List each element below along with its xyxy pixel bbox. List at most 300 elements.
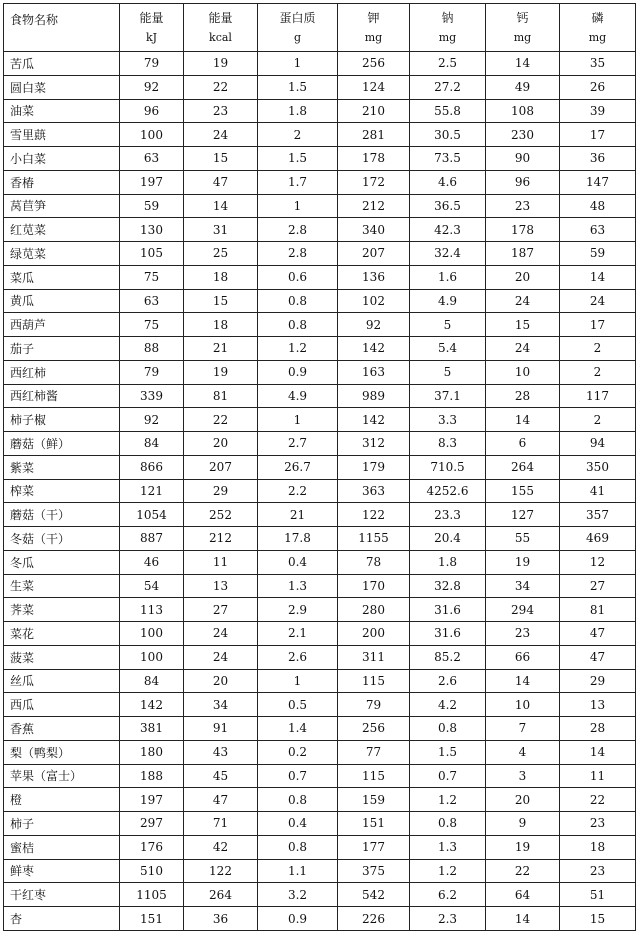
header-cell-phosphorus: 磷 mg — [560, 4, 636, 52]
cell-energy-kcal: 29 — [184, 479, 258, 503]
cell-food-name: 西葫芦 — [4, 313, 120, 337]
cell-food-name: 橙 — [4, 788, 120, 812]
cell-sodium: 1.6 — [410, 265, 486, 289]
cell-food-name: 菠菜 — [4, 645, 120, 669]
cell-calcium: 19 — [486, 550, 560, 574]
cell-sodium: 1.3 — [410, 835, 486, 859]
cell-potassium: 159 — [338, 788, 410, 812]
table-row — [4, 693, 636, 717]
cell-sodium: 36.5 — [410, 194, 486, 218]
cell-phosphorus: 39 — [560, 99, 636, 123]
cell-energy-kcal: 27 — [184, 598, 258, 622]
cell-calcium: 28 — [486, 384, 560, 408]
cell-protein: 0.8 — [258, 788, 338, 812]
cell-energy-kcal: 11 — [184, 550, 258, 574]
cell-energy-kcal: 20 — [184, 669, 258, 693]
cell-calcium: 24 — [486, 289, 560, 313]
cell-calcium: 127 — [486, 503, 560, 527]
cell-phosphorus: 94 — [560, 432, 636, 456]
cell-calcium: 6 — [486, 432, 560, 456]
cell-sodium: 27.2 — [410, 75, 486, 99]
table-row — [4, 717, 636, 741]
cell-potassium: 375 — [338, 859, 410, 883]
cell-energy-kcal: 21 — [184, 337, 258, 361]
cell-sodium: 31.6 — [410, 622, 486, 646]
cell-sodium: 31.6 — [410, 598, 486, 622]
cell-phosphorus: 23 — [560, 859, 636, 883]
table-row — [4, 835, 636, 859]
cell-potassium: 77 — [338, 740, 410, 764]
table-row — [4, 812, 636, 836]
cell-sodium: 0.7 — [410, 764, 486, 788]
table-row — [4, 337, 636, 361]
cell-phosphorus: 147 — [560, 170, 636, 194]
cell-potassium: 142 — [338, 408, 410, 432]
cell-energy-kcal: 19 — [184, 360, 258, 384]
cell-potassium: 256 — [338, 52, 410, 76]
header-cell-energy-kcal: 能量 kcal — [184, 4, 258, 52]
table-row — [4, 147, 636, 171]
cell-protein: 1.8 — [258, 99, 338, 123]
cell-phosphorus: 47 — [560, 622, 636, 646]
cell-phosphorus: 11 — [560, 764, 636, 788]
cell-calcium: 10 — [486, 693, 560, 717]
cell-phosphorus: 17 — [560, 313, 636, 337]
cell-food-name: 杏 — [4, 907, 120, 931]
cell-sodium: 1.5 — [410, 740, 486, 764]
table-row — [4, 740, 636, 764]
header-cell-food-name: 食物名称 — [4, 4, 120, 52]
cell-food-name: 红苋菜 — [4, 218, 120, 242]
table-row — [4, 503, 636, 527]
cell-calcium: 22 — [486, 859, 560, 883]
header-cell-protein: 蛋白质 g — [258, 4, 338, 52]
cell-protein: 1.3 — [258, 574, 338, 598]
header-row — [4, 4, 636, 52]
cell-calcium: 264 — [486, 455, 560, 479]
table-row — [4, 123, 636, 147]
cell-food-name: 香椿 — [4, 170, 120, 194]
cell-phosphorus: 28 — [560, 717, 636, 741]
table-row — [4, 859, 636, 883]
cell-energy-kj: 84 — [120, 669, 184, 693]
cell-energy-kj: 96 — [120, 99, 184, 123]
header-cell-potassium: 钾 mg — [338, 4, 410, 52]
cell-food-name: 柿子椒 — [4, 408, 120, 432]
cell-phosphorus: 357 — [560, 503, 636, 527]
cell-energy-kcal: 18 — [184, 265, 258, 289]
table-row — [4, 645, 636, 669]
cell-phosphorus: 29 — [560, 669, 636, 693]
table-row — [4, 194, 636, 218]
cell-food-name: 榨菜 — [4, 479, 120, 503]
cell-sodium: 6.2 — [410, 883, 486, 907]
table-row — [4, 432, 636, 456]
cell-protein: 17.8 — [258, 527, 338, 551]
cell-calcium: 10 — [486, 360, 560, 384]
cell-energy-kj: 84 — [120, 432, 184, 456]
cell-energy-kcal: 81 — [184, 384, 258, 408]
cell-potassium: 542 — [338, 883, 410, 907]
cell-phosphorus: 36 — [560, 147, 636, 171]
cell-sodium: 2.5 — [410, 52, 486, 76]
cell-sodium: 32.4 — [410, 242, 486, 266]
cell-phosphorus: 22 — [560, 788, 636, 812]
cell-potassium: 179 — [338, 455, 410, 479]
cell-protein: 2.1 — [258, 622, 338, 646]
cell-potassium: 281 — [338, 123, 410, 147]
cell-food-name: 丝瓜 — [4, 669, 120, 693]
cell-food-name: 西红柿酱 — [4, 384, 120, 408]
cell-potassium: 172 — [338, 170, 410, 194]
table-row — [4, 907, 636, 931]
cell-energy-kj: 197 — [120, 788, 184, 812]
table-row — [4, 455, 636, 479]
cell-sodium: 8.3 — [410, 432, 486, 456]
cell-sodium: 5 — [410, 313, 486, 337]
cell-food-name: 菜花 — [4, 622, 120, 646]
cell-energy-kj: 176 — [120, 835, 184, 859]
cell-phosphorus: 469 — [560, 527, 636, 551]
cell-food-name: 黄瓜 — [4, 289, 120, 313]
cell-potassium: 170 — [338, 574, 410, 598]
cell-calcium: 15 — [486, 313, 560, 337]
cell-protein: 2 — [258, 123, 338, 147]
cell-energy-kj: 46 — [120, 550, 184, 574]
cell-energy-kj: 180 — [120, 740, 184, 764]
cell-sodium: 55.8 — [410, 99, 486, 123]
cell-energy-kcal: 212 — [184, 527, 258, 551]
cell-sodium: 30.5 — [410, 123, 486, 147]
cell-sodium: 0.8 — [410, 717, 486, 741]
cell-food-name: 蜜桔 — [4, 835, 120, 859]
cell-energy-kj: 105 — [120, 242, 184, 266]
cell-protein: 2.7 — [258, 432, 338, 456]
cell-protein: 21 — [258, 503, 338, 527]
cell-sodium: 1.2 — [410, 859, 486, 883]
cell-sodium: 23.3 — [410, 503, 486, 527]
cell-protein: 0.9 — [258, 360, 338, 384]
cell-calcium: 64 — [486, 883, 560, 907]
cell-phosphorus: 2 — [560, 408, 636, 432]
cell-protein: 0.8 — [258, 835, 338, 859]
cell-potassium: 124 — [338, 75, 410, 99]
cell-food-name: 鲜枣 — [4, 859, 120, 883]
cell-energy-kcal: 42 — [184, 835, 258, 859]
cell-calcium: 49 — [486, 75, 560, 99]
cell-potassium: 78 — [338, 550, 410, 574]
cell-energy-kj: 75 — [120, 265, 184, 289]
cell-protein: 1.2 — [258, 337, 338, 361]
cell-energy-kj: 92 — [120, 408, 184, 432]
cell-food-name: 茄子 — [4, 337, 120, 361]
cell-phosphorus: 81 — [560, 598, 636, 622]
cell-energy-kcal: 19 — [184, 52, 258, 76]
cell-food-name: 冬瓜 — [4, 550, 120, 574]
cell-calcium: 34 — [486, 574, 560, 598]
cell-food-name: 蘑菇（干） — [4, 503, 120, 527]
cell-energy-kj: 297 — [120, 812, 184, 836]
cell-protein: 1 — [258, 194, 338, 218]
cell-sodium: 4.9 — [410, 289, 486, 313]
cell-calcium: 7 — [486, 717, 560, 741]
cell-energy-kcal: 207 — [184, 455, 258, 479]
cell-phosphorus: 14 — [560, 265, 636, 289]
table-row — [4, 550, 636, 574]
cell-calcium: 108 — [486, 99, 560, 123]
header-cell-energy-kj: 能量 kJ — [120, 4, 184, 52]
cell-protein: 2.8 — [258, 242, 338, 266]
cell-potassium: 363 — [338, 479, 410, 503]
cell-food-name: 冬菇（干） — [4, 527, 120, 551]
cell-energy-kj: 197 — [120, 170, 184, 194]
cell-calcium: 20 — [486, 265, 560, 289]
cell-phosphorus: 59 — [560, 242, 636, 266]
cell-calcium: 230 — [486, 123, 560, 147]
cell-energy-kj: 188 — [120, 764, 184, 788]
cell-food-name: 西瓜 — [4, 693, 120, 717]
cell-energy-kj: 1054 — [120, 503, 184, 527]
cell-protein: 3.2 — [258, 883, 338, 907]
cell-energy-kcal: 31 — [184, 218, 258, 242]
cell-protein: 1.7 — [258, 170, 338, 194]
cell-energy-kj: 75 — [120, 313, 184, 337]
cell-food-name: 苦瓜 — [4, 52, 120, 76]
cell-energy-kcal: 24 — [184, 123, 258, 147]
cell-energy-kj: 59 — [120, 194, 184, 218]
cell-potassium: 207 — [338, 242, 410, 266]
cell-phosphorus: 18 — [560, 835, 636, 859]
cell-energy-kj: 88 — [120, 337, 184, 361]
cell-food-name: 苹果（富士） — [4, 764, 120, 788]
cell-potassium: 311 — [338, 645, 410, 669]
cell-energy-kj: 121 — [120, 479, 184, 503]
cell-protein: 0.6 — [258, 265, 338, 289]
cell-energy-kcal: 14 — [184, 194, 258, 218]
cell-protein: 0.4 — [258, 550, 338, 574]
cell-protein: 1.4 — [258, 717, 338, 741]
cell-calcium: 187 — [486, 242, 560, 266]
table-row — [4, 669, 636, 693]
cell-protein: 1 — [258, 669, 338, 693]
cell-sodium: 20.4 — [410, 527, 486, 551]
cell-energy-kj: 113 — [120, 598, 184, 622]
cell-sodium: 42.3 — [410, 218, 486, 242]
cell-calcium: 20 — [486, 788, 560, 812]
table-row — [4, 360, 636, 384]
cell-energy-kcal: 15 — [184, 289, 258, 313]
cell-energy-kj: 887 — [120, 527, 184, 551]
cell-energy-kj: 100 — [120, 645, 184, 669]
cell-calcium: 3 — [486, 764, 560, 788]
cell-food-name: 油菜 — [4, 99, 120, 123]
cell-calcium: 23 — [486, 194, 560, 218]
cell-potassium: 163 — [338, 360, 410, 384]
cell-sodium: 2.6 — [410, 669, 486, 693]
cell-sodium: 4252.6 — [410, 479, 486, 503]
cell-energy-kj: 63 — [120, 289, 184, 313]
cell-potassium: 340 — [338, 218, 410, 242]
cell-protein: 2.8 — [258, 218, 338, 242]
cell-sodium: 3.3 — [410, 408, 486, 432]
cell-protein: 1.5 — [258, 75, 338, 99]
table-row — [4, 384, 636, 408]
table-row — [4, 883, 636, 907]
cell-sodium: 5.4 — [410, 337, 486, 361]
cell-potassium: 989 — [338, 384, 410, 408]
cell-food-name: 干红枣 — [4, 883, 120, 907]
cell-energy-kcal: 252 — [184, 503, 258, 527]
cell-phosphorus: 24 — [560, 289, 636, 313]
table-row — [4, 75, 636, 99]
cell-energy-kcal: 24 — [184, 645, 258, 669]
cell-potassium: 122 — [338, 503, 410, 527]
cell-potassium: 79 — [338, 693, 410, 717]
cell-phosphorus: 51 — [560, 883, 636, 907]
table-row — [4, 265, 636, 289]
cell-sodium: 4.6 — [410, 170, 486, 194]
cell-energy-kcal: 22 — [184, 75, 258, 99]
table-row — [4, 574, 636, 598]
cell-protein: 0.4 — [258, 812, 338, 836]
cell-energy-kj: 100 — [120, 622, 184, 646]
cell-energy-kcal: 91 — [184, 717, 258, 741]
cell-phosphorus: 2 — [560, 360, 636, 384]
cell-energy-kcal: 24 — [184, 622, 258, 646]
cell-energy-kcal: 34 — [184, 693, 258, 717]
cell-protein: 1.5 — [258, 147, 338, 171]
cell-food-name: 梨（鸭梨） — [4, 740, 120, 764]
table-row — [4, 313, 636, 337]
cell-food-name: 菜瓜 — [4, 265, 120, 289]
table-row — [4, 622, 636, 646]
cell-energy-kcal: 23 — [184, 99, 258, 123]
cell-energy-kj: 130 — [120, 218, 184, 242]
cell-potassium: 115 — [338, 669, 410, 693]
cell-energy-kj: 381 — [120, 717, 184, 741]
cell-calcium: 294 — [486, 598, 560, 622]
cell-protein: 2.2 — [258, 479, 338, 503]
nutrition-table — [3, 3, 636, 931]
cell-calcium: 66 — [486, 645, 560, 669]
cell-energy-kcal: 43 — [184, 740, 258, 764]
cell-calcium: 4 — [486, 740, 560, 764]
cell-phosphorus: 15 — [560, 907, 636, 931]
cell-energy-kcal: 71 — [184, 812, 258, 836]
table-row — [4, 788, 636, 812]
cell-calcium: 24 — [486, 337, 560, 361]
table-row — [4, 598, 636, 622]
cell-potassium: 92 — [338, 313, 410, 337]
cell-sodium: 5 — [410, 360, 486, 384]
cell-phosphorus: 2 — [560, 337, 636, 361]
cell-phosphorus: 117 — [560, 384, 636, 408]
cell-energy-kcal: 264 — [184, 883, 258, 907]
cell-sodium: 710.5 — [410, 455, 486, 479]
cell-protein: 2.9 — [258, 598, 338, 622]
cell-energy-kcal: 15 — [184, 147, 258, 171]
cell-protein: 1.1 — [258, 859, 338, 883]
cell-phosphorus: 35 — [560, 52, 636, 76]
cell-energy-kj: 54 — [120, 574, 184, 598]
cell-energy-kj: 100 — [120, 123, 184, 147]
cell-phosphorus: 41 — [560, 479, 636, 503]
cell-phosphorus: 23 — [560, 812, 636, 836]
cell-potassium: 142 — [338, 337, 410, 361]
table-row — [4, 764, 636, 788]
cell-phosphorus: 26 — [560, 75, 636, 99]
cell-calcium: 23 — [486, 622, 560, 646]
cell-energy-kcal: 45 — [184, 764, 258, 788]
cell-protein: 0.8 — [258, 313, 338, 337]
cell-phosphorus: 17 — [560, 123, 636, 147]
cell-phosphorus: 63 — [560, 218, 636, 242]
table-row — [4, 99, 636, 123]
cell-potassium: 212 — [338, 194, 410, 218]
cell-energy-kj: 1105 — [120, 883, 184, 907]
cell-protein: 0.9 — [258, 907, 338, 931]
cell-energy-kcal: 18 — [184, 313, 258, 337]
table-row — [4, 289, 636, 313]
cell-protein: 0.8 — [258, 289, 338, 313]
cell-sodium: 37.1 — [410, 384, 486, 408]
cell-potassium: 151 — [338, 812, 410, 836]
header-cell-calcium: 钙 mg — [486, 4, 560, 52]
cell-potassium: 256 — [338, 717, 410, 741]
cell-potassium: 115 — [338, 764, 410, 788]
cell-calcium: 9 — [486, 812, 560, 836]
cell-food-name: 柿子 — [4, 812, 120, 836]
cell-sodium: 1.8 — [410, 550, 486, 574]
cell-potassium: 136 — [338, 265, 410, 289]
cell-sodium: 2.3 — [410, 907, 486, 931]
cell-energy-kj: 339 — [120, 384, 184, 408]
cell-potassium: 102 — [338, 289, 410, 313]
cell-sodium: 73.5 — [410, 147, 486, 171]
cell-energy-kj: 866 — [120, 455, 184, 479]
cell-protein: 0.7 — [258, 764, 338, 788]
cell-energy-kcal: 47 — [184, 788, 258, 812]
table-row — [4, 170, 636, 194]
cell-potassium: 200 — [338, 622, 410, 646]
cell-energy-kcal: 36 — [184, 907, 258, 931]
cell-phosphorus: 12 — [560, 550, 636, 574]
cell-energy-kcal: 13 — [184, 574, 258, 598]
cell-calcium: 155 — [486, 479, 560, 503]
cell-energy-kj: 510 — [120, 859, 184, 883]
cell-energy-kcal: 22 — [184, 408, 258, 432]
cell-calcium: 90 — [486, 147, 560, 171]
cell-sodium: 1.2 — [410, 788, 486, 812]
cell-phosphorus: 27 — [560, 574, 636, 598]
cell-sodium: 0.8 — [410, 812, 486, 836]
cell-protein: 2.6 — [258, 645, 338, 669]
cell-food-name: 西红柿 — [4, 360, 120, 384]
cell-protein: 1 — [258, 52, 338, 76]
cell-potassium: 280 — [338, 598, 410, 622]
cell-protein: 0.5 — [258, 693, 338, 717]
table-row — [4, 527, 636, 551]
cell-calcium: 19 — [486, 835, 560, 859]
cell-phosphorus: 350 — [560, 455, 636, 479]
cell-food-name: 莴苣笋 — [4, 194, 120, 218]
cell-food-name: 雪里蕻 — [4, 123, 120, 147]
table-row — [4, 218, 636, 242]
table-row — [4, 408, 636, 432]
cell-food-name: 蘑菇（鲜） — [4, 432, 120, 456]
cell-food-name: 荠菜 — [4, 598, 120, 622]
header-cell-sodium: 钠 mg — [410, 4, 486, 52]
